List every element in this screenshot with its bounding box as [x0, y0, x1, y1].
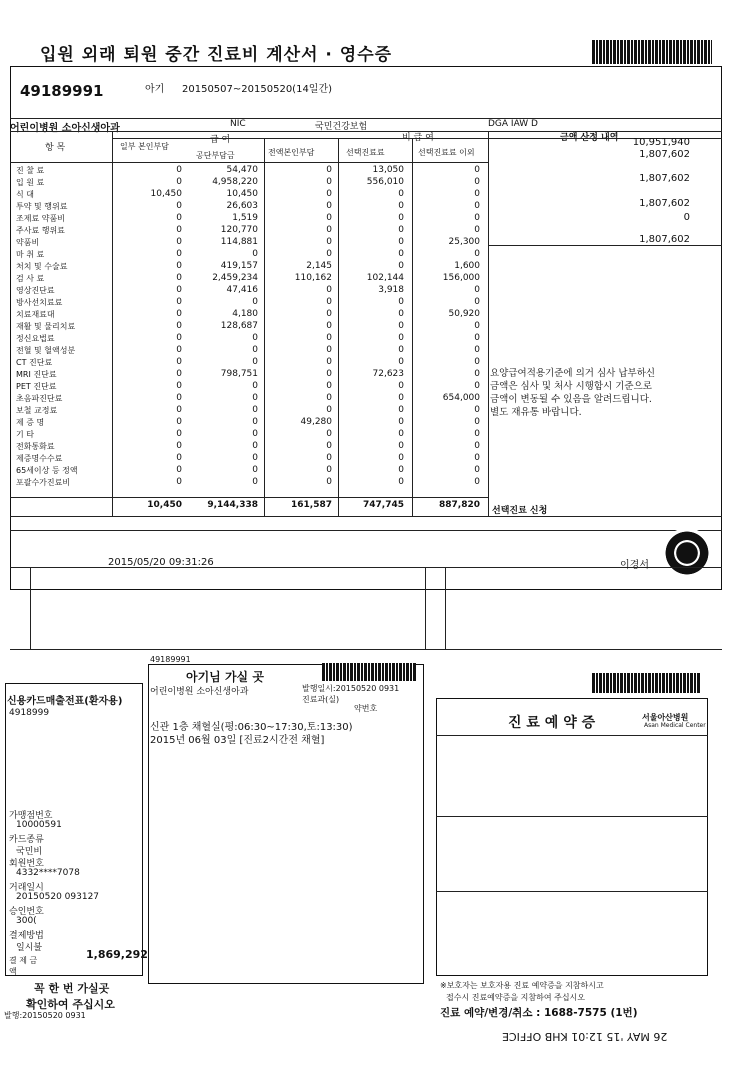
summary-total: 10,951,940: [632, 137, 690, 148]
col-other: 선택진료료 이외: [418, 148, 475, 157]
row-cell-c: 2,145: [306, 261, 332, 271]
row-cell-e: 654,000: [442, 393, 480, 403]
row-cell-b: 120,770: [220, 225, 258, 235]
total-d: 747,745: [363, 500, 404, 510]
row-label: 방사선치료료: [16, 298, 63, 307]
row-cell-d: 102,144: [366, 273, 404, 283]
row-cell-a: 0: [176, 213, 182, 223]
row-cell-d: 0: [398, 213, 404, 223]
row-cell-b: 0: [252, 393, 258, 403]
slip-issued: 발행일시:20150520 0931: [302, 684, 400, 693]
amount-label: 결 제 금 액: [9, 956, 38, 976]
row-cell-c: 0: [326, 429, 332, 439]
row-cell-c: 0: [326, 285, 332, 295]
slip-room: 진료과(실): [302, 695, 340, 704]
row-cell-a: 0: [176, 369, 182, 379]
row-cell-a: 0: [176, 237, 182, 247]
row-cell-c: 0: [326, 477, 332, 487]
row-cell-b: 0: [252, 381, 258, 391]
row-cell-d: 0: [398, 237, 404, 247]
row-cell-a: 0: [176, 417, 182, 427]
appt-title: 진 료 예 약 증: [508, 715, 596, 731]
row-cell-d: 0: [398, 333, 404, 343]
row-cell-e: 0: [474, 369, 480, 379]
hospital-seal-icon: [662, 528, 712, 578]
row-cell-a: 0: [176, 165, 182, 175]
row-label: 기 타: [16, 430, 34, 439]
summary-patient-pay: 1,807,602: [639, 149, 690, 160]
row-cell-a: 0: [176, 393, 182, 403]
patient-name: 아기: [145, 84, 165, 95]
row-label: 주사료 행위료: [16, 226, 65, 235]
notice-line-3: 금액이 변동될 수 있음을 알려드립니다.: [490, 394, 652, 405]
row-cell-d: 0: [398, 201, 404, 211]
row-cell-a: 0: [176, 441, 182, 451]
row-cell-d: 0: [398, 297, 404, 307]
row-cell-c: 0: [326, 405, 332, 415]
row-cell-e: 0: [474, 381, 480, 391]
row-cell-b: 128,687: [220, 321, 258, 331]
row-label: 입 원 료: [16, 178, 45, 187]
row-cell-c: 0: [326, 333, 332, 343]
row-label: 치료재료대: [16, 310, 55, 319]
row-cell-b: 26,603: [226, 201, 258, 211]
row-cell-a: 0: [176, 321, 182, 331]
card-footer-2: 확인하여 주십시오: [26, 998, 115, 1011]
selected-label: 선택진료 신청: [492, 506, 548, 516]
department: 어린이병원 소아신생아과: [10, 123, 120, 134]
row-label: PET 진단료: [16, 382, 57, 391]
total-c: 161,587: [291, 500, 332, 510]
card-footer-3: 발행:20150520 0931: [4, 1011, 86, 1020]
row-cell-e: 0: [474, 333, 480, 343]
row-label: 진 찰 료: [16, 166, 45, 175]
col-insurer-share: 공단부담금: [196, 151, 235, 160]
col-selected: 선택진료료: [346, 148, 385, 157]
merchant-no-label: 가맹점번호: [9, 811, 53, 821]
row-label: CT 진단료: [16, 358, 53, 367]
row-cell-c: 0: [326, 177, 332, 187]
row-cell-a: 0: [176, 465, 182, 475]
col-summary: 금액 산정 내역: [560, 133, 619, 143]
row-cell-c: 49,280: [300, 417, 332, 427]
row-cell-c: 0: [326, 213, 332, 223]
appt-footer-2: 접수시 진료예약증을 지참하여 주십시오: [446, 993, 586, 1002]
row-cell-b: 4,958,220: [212, 177, 258, 187]
col-noncovered: 비 급 여: [402, 133, 434, 143]
row-cell-d: 0: [398, 441, 404, 451]
row-cell-c: 0: [326, 249, 332, 259]
row-cell-b: 0: [252, 333, 258, 343]
row-cell-d: 0: [398, 357, 404, 367]
row-label: 포괄수가진료비: [16, 478, 71, 487]
row-cell-e: 0: [474, 465, 480, 475]
row-cell-c: 0: [326, 453, 332, 463]
row-label: 초음파진단료: [16, 394, 63, 403]
row-cell-a: 0: [176, 357, 182, 367]
col-self-share: 일부 본인부담: [120, 142, 169, 151]
txn-time-label: 거래일시: [9, 883, 44, 893]
row-cell-a: 0: [176, 285, 182, 295]
row-cell-a: 0: [176, 381, 182, 391]
approval-label: 승인번호: [9, 907, 44, 917]
row-label: 65세이상 등 정액: [16, 466, 78, 475]
slip-line-1: 신관 1층 채혈실(평:06:30~17:30,토:13:30): [150, 722, 353, 733]
slip-number: 49189991: [150, 655, 191, 664]
row-cell-c: 0: [326, 465, 332, 475]
col-covered: 급 여: [210, 135, 231, 145]
row-cell-e: 0: [474, 477, 480, 487]
row-cell-e: 0: [474, 441, 480, 451]
row-cell-d: 0: [398, 189, 404, 199]
row-cell-b: 47,416: [226, 285, 258, 295]
row-cell-b: 798,751: [220, 369, 258, 379]
row-cell-d: 3,918: [378, 285, 404, 295]
row-cell-a: 0: [176, 333, 182, 343]
appt-barcode: [592, 673, 700, 693]
card-type-label: 카드종류: [9, 835, 44, 845]
row-cell-b: 10,450: [226, 189, 258, 199]
row-cell-b: 0: [252, 405, 258, 415]
row-cell-b: 0: [252, 357, 258, 367]
appt-hospital-en: Asan Medical Center: [644, 722, 706, 729]
payment-amount: 1,869,292: [86, 948, 148, 961]
row-cell-a: 0: [176, 345, 182, 355]
row-cell-b: 0: [252, 417, 258, 427]
row-cell-e: 0: [474, 417, 480, 427]
row-cell-c: 0: [326, 441, 332, 451]
row-cell-e: 0: [474, 357, 480, 367]
row-cell-a: 0: [176, 225, 182, 235]
row-cell-d: 0: [398, 249, 404, 259]
row-cell-a: 0: [176, 273, 182, 283]
row-cell-c: 0: [326, 393, 332, 403]
issuer-name: 이경서: [620, 560, 649, 571]
total-a: 10,450: [147, 500, 182, 510]
col-item: 항 목: [45, 143, 66, 153]
row-cell-a: 0: [176, 297, 182, 307]
row-cell-e: 1,600: [454, 261, 480, 271]
row-cell-b: 0: [252, 441, 258, 451]
appt-hospital: 서울아산병원: [642, 713, 689, 722]
slip-dept: 어린이병원 소아신생아과: [150, 687, 249, 697]
summary-grand: 1,807,602: [639, 234, 690, 245]
row-cell-e: 0: [474, 453, 480, 463]
row-label: 제 증 명: [16, 418, 45, 427]
row-cell-b: 114,881: [220, 237, 258, 247]
room: NIC: [230, 119, 246, 129]
row-cell-a: 10,450: [150, 189, 182, 199]
row-cell-b: 2,459,234: [212, 273, 258, 283]
row-label: 전화통화료: [16, 442, 55, 451]
summary-paid: 1,807,602: [639, 173, 690, 184]
row-cell-e: 25,300: [448, 237, 480, 247]
total-e: 887,820: [439, 500, 480, 510]
row-cell-a: 0: [176, 429, 182, 439]
row-cell-a: 0: [176, 453, 182, 463]
row-cell-a: 0: [176, 309, 182, 319]
row-label: 정신요법료: [16, 334, 55, 343]
row-cell-c: 0: [326, 189, 332, 199]
row-cell-d: 0: [398, 465, 404, 475]
row-label: 약품비: [16, 238, 40, 247]
row-label: 마 취 료: [16, 250, 45, 259]
slip-frame: [148, 664, 424, 984]
row-cell-d: 0: [398, 393, 404, 403]
row-cell-d: 0: [398, 453, 404, 463]
slip-barcode: [322, 663, 416, 681]
row-cell-b: 0: [252, 453, 258, 463]
card-footer-1: 꼭 한 번 가실곳: [34, 982, 110, 995]
row-cell-c: 0: [326, 297, 332, 307]
row-cell-e: 0: [474, 201, 480, 211]
row-cell-d: 0: [398, 417, 404, 427]
row-label: 전혈 및 혈액성분: [16, 346, 76, 355]
row-cell-d: 0: [398, 429, 404, 439]
row-cell-b: 0: [252, 345, 258, 355]
row-cell-e: 0: [474, 189, 480, 199]
row-label: 처치 및 수술료: [16, 262, 68, 271]
slip-title: 아기님 가실 곳: [186, 670, 264, 684]
row-cell-e: 0: [474, 213, 480, 223]
card-title: 신용카드매출전표(환자용): [7, 696, 123, 707]
row-cell-e: 0: [474, 165, 480, 175]
row-cell-b: 0: [252, 297, 258, 307]
row-cell-a: 0: [176, 201, 182, 211]
slip-line-2: 2015년 06월 03일 [진료2시간전 채혈]: [150, 735, 325, 746]
row-cell-e: 156,000: [442, 273, 480, 283]
row-cell-d: 13,050: [372, 165, 404, 175]
row-cell-e: 0: [474, 321, 480, 331]
row-label: 식 대: [16, 190, 34, 199]
payment-method: 일시불: [16, 943, 43, 953]
notice-line-1: 요양급여적용기준에 의거 심사 납부하신: [490, 368, 656, 379]
row-cell-d: 0: [398, 381, 404, 391]
row-cell-d: 0: [398, 225, 404, 235]
row-label: 조제료 약품비: [16, 214, 65, 223]
row-cell-e: 0: [474, 405, 480, 415]
row-cell-e: 0: [474, 177, 480, 187]
row-label: 투약 및 행위료: [16, 202, 68, 211]
row-cell-c: 0: [326, 237, 332, 247]
row-cell-b: 1,519: [232, 213, 258, 223]
card-type: 국민비: [16, 847, 43, 857]
row-cell-e: 0: [474, 345, 480, 355]
summary-remaining: 1,807,602: [639, 198, 690, 209]
row-cell-b: 54,470: [226, 165, 258, 175]
row-cell-a: 0: [176, 177, 182, 187]
receipt-title: 입원 외래 퇴원 중간 진료비 계산서 · 영수증: [40, 45, 393, 65]
row-cell-b: 0: [252, 465, 258, 475]
row-label: 보철 교정료: [16, 406, 58, 415]
row-cell-c: 0: [326, 369, 332, 379]
method-label: 결제방법: [9, 931, 44, 941]
row-cell-c: 0: [326, 165, 332, 175]
row-cell-c: 0: [326, 309, 332, 319]
slip-seq-label: 약번호: [354, 704, 378, 713]
receipt-barcode: [592, 40, 712, 64]
row-cell-c: 0: [326, 321, 332, 331]
insurance-type: 국민건강보험: [315, 122, 368, 132]
row-cell-c: 0: [326, 201, 332, 211]
row-label: 재활 및 물리치료: [16, 322, 76, 331]
row-cell-e: 50,920: [448, 309, 480, 319]
row-cell-a: 0: [176, 405, 182, 415]
row-label: 검 사 료: [16, 274, 45, 283]
col-full-self: 전액본인부담: [268, 148, 315, 157]
office-stamp: 26 MAY '15 12:01 KHB OFFICE: [502, 1030, 668, 1043]
row-cell-e: 0: [474, 249, 480, 259]
row-label: 제증명수수료: [16, 454, 63, 463]
card-no-partial: 4918999: [9, 708, 50, 718]
row-cell-b: 419,157: [220, 261, 258, 271]
txn-time: 20150520 093127: [16, 892, 100, 902]
row-label: MRI 진단료: [16, 370, 57, 379]
notice-line-2: 금액은 심사 및 처사 시행함시 기준으로: [490, 381, 652, 392]
summary-remaining2: 0: [683, 212, 690, 223]
row-cell-d: 0: [398, 405, 404, 415]
row-cell-d: 0: [398, 345, 404, 355]
row-cell-c: 0: [326, 357, 332, 367]
appt-footer-1: ※보호자는 보호자용 진료 예약증을 지참하시고: [440, 981, 604, 990]
row-cell-d: 556,010: [366, 177, 404, 187]
merchant-no: 10000591: [16, 820, 62, 830]
row-cell-a: 0: [176, 477, 182, 487]
row-cell-c: 0: [326, 345, 332, 355]
row-cell-c: 0: [326, 225, 332, 235]
row-cell-e: 0: [474, 225, 480, 235]
issue-date: 2015/05/20 09:31:26: [108, 557, 214, 568]
row-cell-e: 0: [474, 429, 480, 439]
patient-number: 49189991: [20, 82, 104, 100]
row-cell-e: 0: [474, 297, 480, 307]
drg-code: DGA IAW D: [488, 119, 538, 129]
row-cell-b: 0: [252, 429, 258, 439]
row-cell-d: 0: [398, 321, 404, 331]
row-cell-b: 0: [252, 477, 258, 487]
row-cell-c: 0: [326, 381, 332, 391]
row-cell-a: 0: [176, 249, 182, 259]
appt-frame: [436, 698, 708, 976]
approval-no: 300(: [16, 916, 37, 926]
notice-line-4: 별도 재유통 바랍니다.: [490, 407, 582, 418]
row-cell-d: 0: [398, 261, 404, 271]
row-cell-b: 0: [252, 249, 258, 259]
member-no: 4332****7078: [16, 868, 80, 878]
row-cell-c: 110,162: [294, 273, 332, 283]
row-cell-d: 72,623: [372, 369, 404, 379]
total-b: 9,144,338: [207, 500, 258, 510]
row-cell-a: 0: [176, 261, 182, 271]
row-cell-d: 0: [398, 309, 404, 319]
member-no-label: 회원번호: [9, 859, 44, 869]
row-cell-d: 0: [398, 477, 404, 487]
row-cell-b: 4,180: [232, 309, 258, 319]
treatment-period: 20150507~20150520(14일간): [182, 84, 333, 95]
appt-phone: 진료 예약/변경/취소 : 1688-7575 (1번): [440, 1007, 638, 1019]
row-label: 영상진단료: [16, 286, 55, 295]
row-cell-e: 0: [474, 285, 480, 295]
